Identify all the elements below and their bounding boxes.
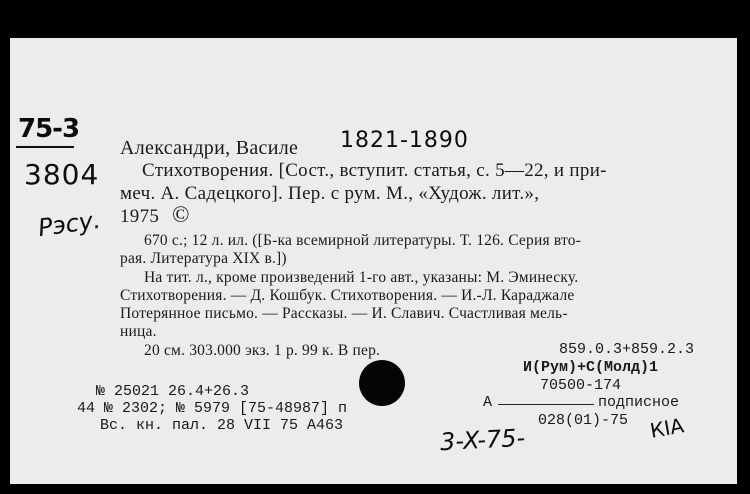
handwritten-date-note: 3-X-75- bbox=[439, 423, 526, 457]
subscription-code: 028(01)-75 bbox=[538, 412, 629, 429]
description-line-2: рая. Литература XIX в.]) bbox=[120, 250, 287, 267]
subscription-dash bbox=[498, 404, 594, 405]
year: 1975 bbox=[120, 206, 160, 227]
subscription-label: подписное bbox=[598, 394, 680, 411]
side-mark: Рэсу. bbox=[36, 205, 103, 243]
udc-code: 859.0.3+859.2.3 bbox=[559, 341, 695, 358]
note-line-1: На тит. л., кроме произведений 1-го авт., указаны: М. Эминеску. bbox=[144, 269, 579, 286]
price-line: 20 см. 303.000 экз. 1 р. 99 к. В пер. bbox=[144, 342, 381, 359]
registry-line-3: Вс. кн. пал. 28 VII 75 А463 bbox=[100, 417, 344, 434]
shelf-mark-bottom: 3804 bbox=[24, 158, 100, 191]
bbk-index: И(Рум)+С(Молд)1 bbox=[523, 359, 659, 376]
registry-line-2: 44 № 2302; № 5979 [75-48987] п bbox=[77, 400, 348, 417]
corner-mark: КIA bbox=[648, 413, 686, 443]
punch-hole bbox=[359, 360, 405, 406]
title-line-2: меч. А. Садецкого]. Пер. с рум. М., «Худож. лит.», bbox=[120, 183, 540, 204]
shelf-mark-top: 75-3 bbox=[18, 114, 80, 144]
catalog-card bbox=[10, 38, 737, 484]
publisher-code: 70500-174 bbox=[540, 377, 622, 394]
note-line-3: Потерянное письмо. — Рассказы. — И. Славич. Счастливая мель- bbox=[120, 305, 568, 322]
note-line-4: ница. bbox=[120, 323, 157, 340]
description-line-1: 670 с.; 12 л. ил. ([Б-ка всемирной литературы. Т. 126. Серия вто- bbox=[144, 232, 582, 249]
registry-line-1: № 25021 26.4+26.3 bbox=[96, 383, 250, 400]
title-line-1: Стихотворения. [Сост., вступит. статья, с. 5—22, и при- bbox=[142, 160, 607, 181]
subscription-prefix: А bbox=[483, 394, 493, 411]
shelf-mark-underline bbox=[16, 146, 74, 148]
author-dates: 1821-1890 bbox=[340, 128, 469, 153]
note-line-2: Стихотворения. — Д. Кошбук. Стихотворения. — И.-Л. Караджале bbox=[120, 287, 575, 304]
copyright-sign: © bbox=[172, 202, 190, 227]
author-name: Александри, Василе bbox=[120, 137, 299, 159]
